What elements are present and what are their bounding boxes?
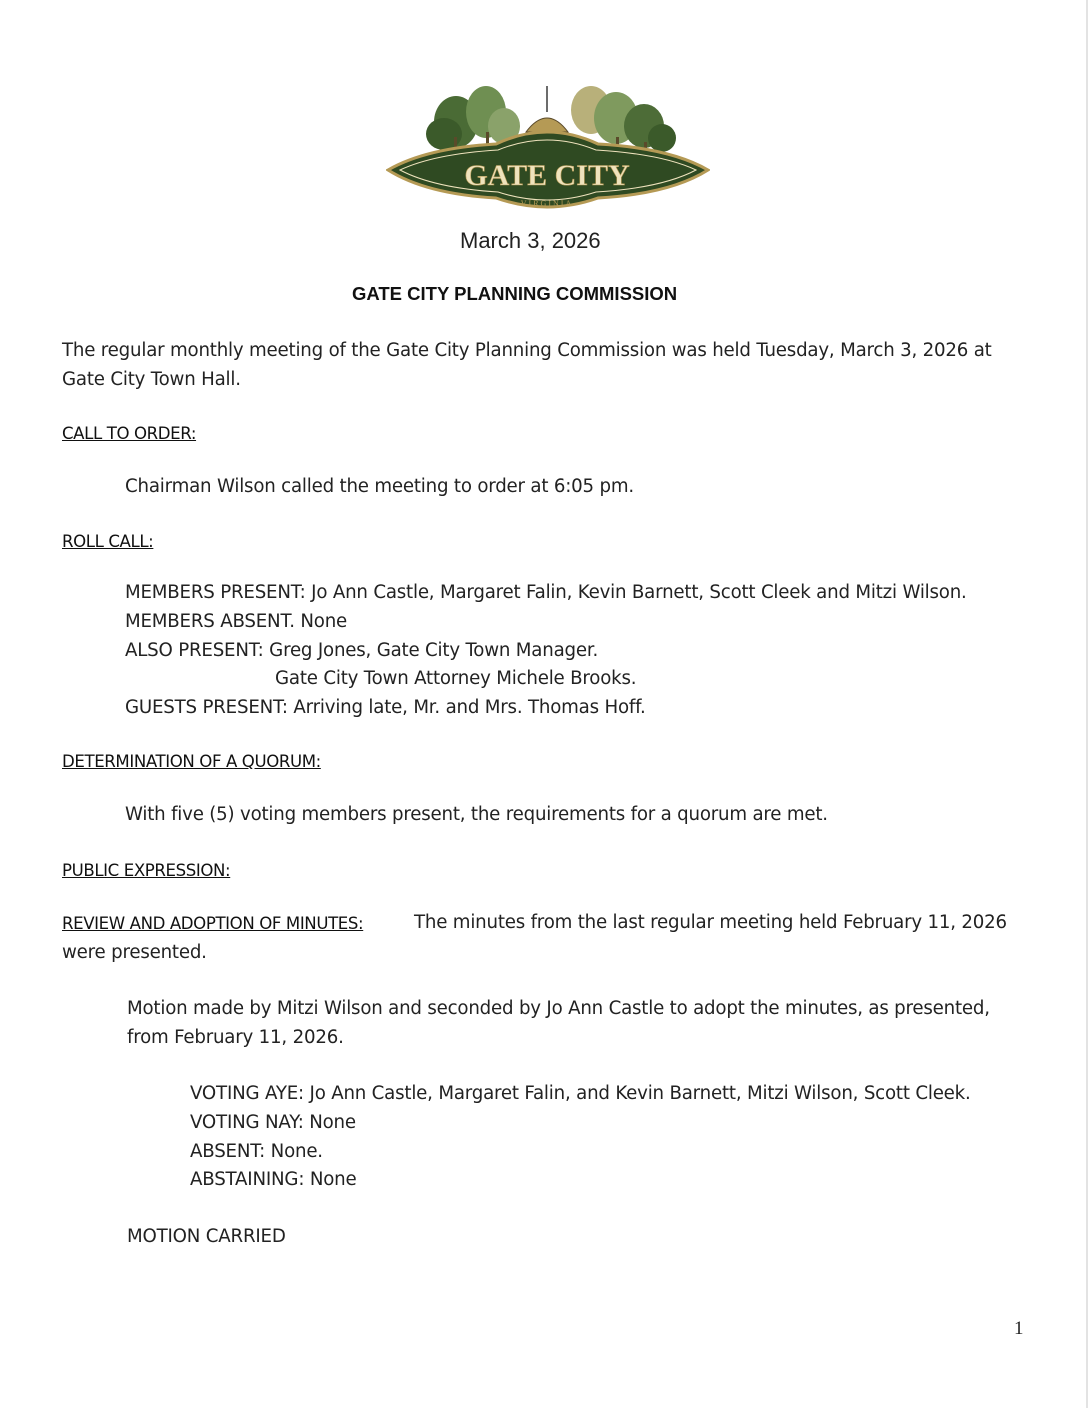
minutes-heading: REVIEW AND ADOPTION OF MINUTES: [62,914,364,933]
page-title: GATE CITY PLANNING COMMISSION [352,283,678,304]
motion-line-1: Motion made by Mitzi Wilson and seconded by Jo Ann Castle to adopt the minutes, as presented, [127,998,990,1019]
vote-line: VOTING AYE: Jo Ann Castle, Margaret Falin, and Kevin Barnett, Mitzi Wilson, Scott Cleek. [190,1083,971,1104]
roll-call-line: MEMBERS PRESENT: Jo Ann Castle, Margaret Falin, Kevin Barnett, Scott Cleek and Mitzi Wilson. [125,582,967,603]
call-to-order-text: Chairman Wilson called the meeting to order at 6:05 pm. [125,476,634,497]
logo-state: VIRGINIA [520,199,574,208]
gate-city-logo [386,82,710,216]
vote-line: VOTING NAY: None [190,1112,356,1133]
vote-line: ABSTAINING: None [190,1169,357,1190]
public-expression-heading: PUBLIC EXPRESSION: [62,861,231,880]
roll-call-line: MEMBERS ABSENT. None [125,611,348,632]
meeting-date: March 3, 2026 [460,228,601,253]
page-number: 1 [1014,1318,1024,1339]
motion-result: MOTION CARRIED [127,1226,286,1247]
intro-line-1: The regular monthly meeting of the Gate City Planning Commission was held Tuesday, March 3, 2026 at [62,340,992,361]
call-to-order-heading: CALL TO ORDER: [62,424,197,443]
roll-call-heading: ROLL CALL: [62,532,154,551]
minutes-text-line-1: The minutes from the last regular meeting held February 11, 2026 [414,912,1007,933]
logo-name: GATE CITY [464,159,630,192]
minutes-text-line-2: were presented. [62,942,207,963]
roll-call-line: GUESTS PRESENT: Arriving late, Mr. and Mrs. Thomas Hoff. [125,697,646,718]
motion-line-2: from February 11, 2026. [127,1027,344,1048]
intro-line-2: Gate City Town Hall. [62,369,241,390]
vote-line: ABSENT: None. [190,1141,323,1162]
quorum-text: With five (5) voting members present, the requirements for a quorum are met. [125,804,828,825]
roll-call-line: ALSO PRESENT: Greg Jones, Gate City Town Manager. [125,640,599,661]
roll-call-line: Gate City Town Attorney Michele Brooks. [275,668,637,689]
quorum-heading: DETERMINATION OF A QUORUM: [62,752,321,771]
